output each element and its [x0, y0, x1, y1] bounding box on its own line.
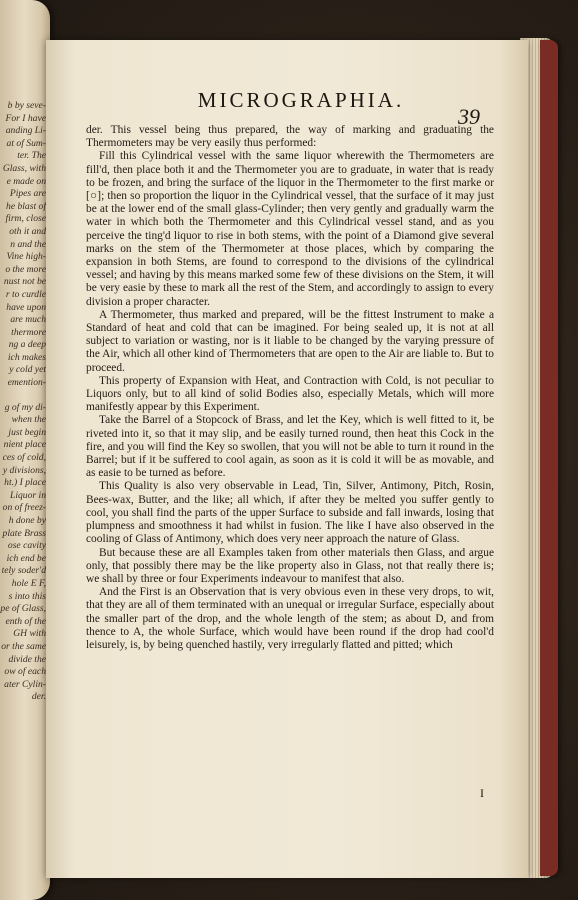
facing-page-line: n and the	[10, 238, 46, 250]
facing-page-line: r to curdle	[5, 288, 46, 300]
facing-page-line: Liquor in	[10, 489, 46, 501]
facing-page-line: emention-	[7, 377, 46, 389]
facing-page-line: y cold yet	[9, 364, 46, 376]
paragraph: Take the Barrel of a Stopcock of Brass, and let the Key, which is well fitted to it, be riveted into it, so that it may slip, and be easily turned round, then heat this Cock in the fire, and you will find the Key so swollen, that you will not be able to turn it round in the Barrel; but if it be suffered to cool again, as soon as it is cold it will be as movable, and as easie to be turned as before.	[86, 414, 494, 480]
facing-page-line: ater Cylin-	[4, 678, 46, 690]
facing-page-line: e made on	[6, 175, 46, 187]
facing-page-line: anding Li-	[5, 125, 46, 137]
facing-page-line: ht.) I place	[4, 477, 46, 489]
facing-page-line: Vine high-	[6, 251, 46, 263]
facing-page-line: plate Brass	[2, 527, 46, 539]
facing-page-line: or the same	[1, 640, 46, 652]
body-text	[86, 124, 494, 652]
facing-page-line: For I have	[5, 112, 46, 124]
facing-page-line: y divisions,	[2, 464, 46, 476]
book-page	[46, 40, 528, 878]
facing-page-line: g of my di-	[4, 401, 46, 413]
facing-page-line: tely soder'd	[1, 565, 46, 577]
facing-page-text	[0, 100, 46, 704]
facing-page-line: b by seve-	[7, 100, 46, 111]
facing-page-line: Glass, with	[2, 162, 46, 174]
facing-page-line: hole E F,	[11, 577, 46, 589]
facing-page-line: ich makes	[7, 351, 46, 363]
paragraph: This property of Expansion with Heat, and Contraction with Cold, is not peculiar to Liquors only, but to all kind of solid Bodies also, especially Metals, which will more manifestly appear by this Experiment.	[86, 374, 494, 414]
facing-page-line: divide the	[8, 653, 46, 665]
book-cover	[540, 40, 558, 876]
facing-page-line: enth of the	[5, 615, 46, 627]
facing-page-line: he blast of	[6, 200, 46, 212]
facing-page-line: firm, close	[5, 213, 46, 225]
facing-page-line: at of Sum-	[6, 137, 46, 149]
paragraph: Fill this Cylindrical vessel with the same liquor wherewith the Thermometers are fill'd, then place both it and the Thermometer you are to graduate, in water that is ready to be frozen, and bring the surface of the liquor in the Thermometer to the first marke or [○]; then so proportion the liquor in the Cylindrical vessel, that the surface of it may just be at the lower end of the small glass-Cylinder; then very gently and gradually warm the water in which both the Thermometer and this Cylindrical vessel stand, and as you perceive the ting'd liquor to rise in both stems, with the point of a Diamond give several marks on the stem of the Thermometer at those places, which by comparing the expansion in both Stems, are found to correspond to the divisions of the cylindrical vessel; and having by this means marked some few of these divisions on the Stem, it will be very easie by these to mark all the rest of the Stem, and accordingly to assign to every division a proper character.	[86, 150, 494, 308]
facing-page-line: pe of Glass,	[0, 603, 46, 615]
page-number: 39	[458, 104, 480, 129]
facing-page-line: ter. The	[17, 150, 46, 162]
facing-page-line: just begin	[8, 426, 46, 438]
facing-page-line: have upon	[6, 301, 46, 313]
facing-page-line: are much	[10, 314, 46, 326]
facing-page-line: nient place	[3, 439, 46, 451]
facing-page-line: ich end be	[6, 552, 46, 564]
paragraph: der. This vessel being thus prepared, the way of marking and graduating the Thermometers may be very easily thus performed:	[86, 124, 494, 150]
facing-page-edge	[0, 0, 50, 900]
facing-page-line: s into this	[8, 590, 46, 602]
running-title: MICROGRAPHIA.	[197, 88, 405, 112]
facing-page-line: ose cavity	[7, 540, 46, 552]
facing-page-line: ow of each	[4, 666, 46, 678]
facing-page-line: GH with	[13, 628, 46, 640]
paragraph: But because these are all Examples taken from other materials then Glass, and argue only, that possibly there may be the like property also in Glass, not that really there is; we shall by three or four Experiments indeavour to manifest that also.	[86, 546, 494, 585]
paragraph: This Quality is also very observable in Lead, Tin, Silver, Antimony, Pitch, Rosin, Bees-wax, Butter, and the like; all which, if after they be melted you suffer gently to cool, you shall find the parts of the upper Surface to subside and fall inwards, losing that plumpness and smoothness it had whilst in fusion. The like I have also observed in the cooling of Glass of Antimony, which does very neer approach the nature of Glass.	[86, 480, 494, 546]
facing-page-line: o the more	[5, 263, 46, 275]
facing-page-line: ng a deep	[8, 339, 46, 351]
catchword: I	[480, 786, 484, 800]
facing-page-line: Pipes are	[9, 188, 46, 200]
facing-page-line: nust not be	[3, 276, 46, 288]
facing-page-line: thermore	[11, 326, 46, 338]
facing-page-line	[0, 390, 46, 402]
facing-page-line: h done by	[8, 515, 46, 526]
paragraph: And the First is an Observation that is very obvious even in these very drops, to wit, that they are all of them terminated with an unequal or irregular Surface, especially about the smaller part of the drop, and the whole length of the stem; as about D, and from thence to A, the whole Surface, which would have been round if the drop had cool'd leisurely, is, by being quenched hastily, very irregularly flatted and pitted; which	[86, 586, 494, 651]
facing-page-line: oth it and	[9, 225, 46, 237]
facing-page-line: when the	[11, 414, 46, 426]
facing-page-line: der.	[31, 691, 46, 703]
facing-page-line: on of freez-	[2, 502, 46, 514]
paragraph: A Thermometer, thus marked and prepared, will be the fittest Instrument to make a Standard of heat and cold that can be imagined. For being sealed up, it is not at all subject to variation or wasting, nor is it liable to be changed by the varying pressure of the Air, which all other kind of Thermometers that are open to the Air are liable to. But to proceed.	[86, 308, 494, 374]
facing-page-line: ces of cold,	[2, 452, 46, 464]
